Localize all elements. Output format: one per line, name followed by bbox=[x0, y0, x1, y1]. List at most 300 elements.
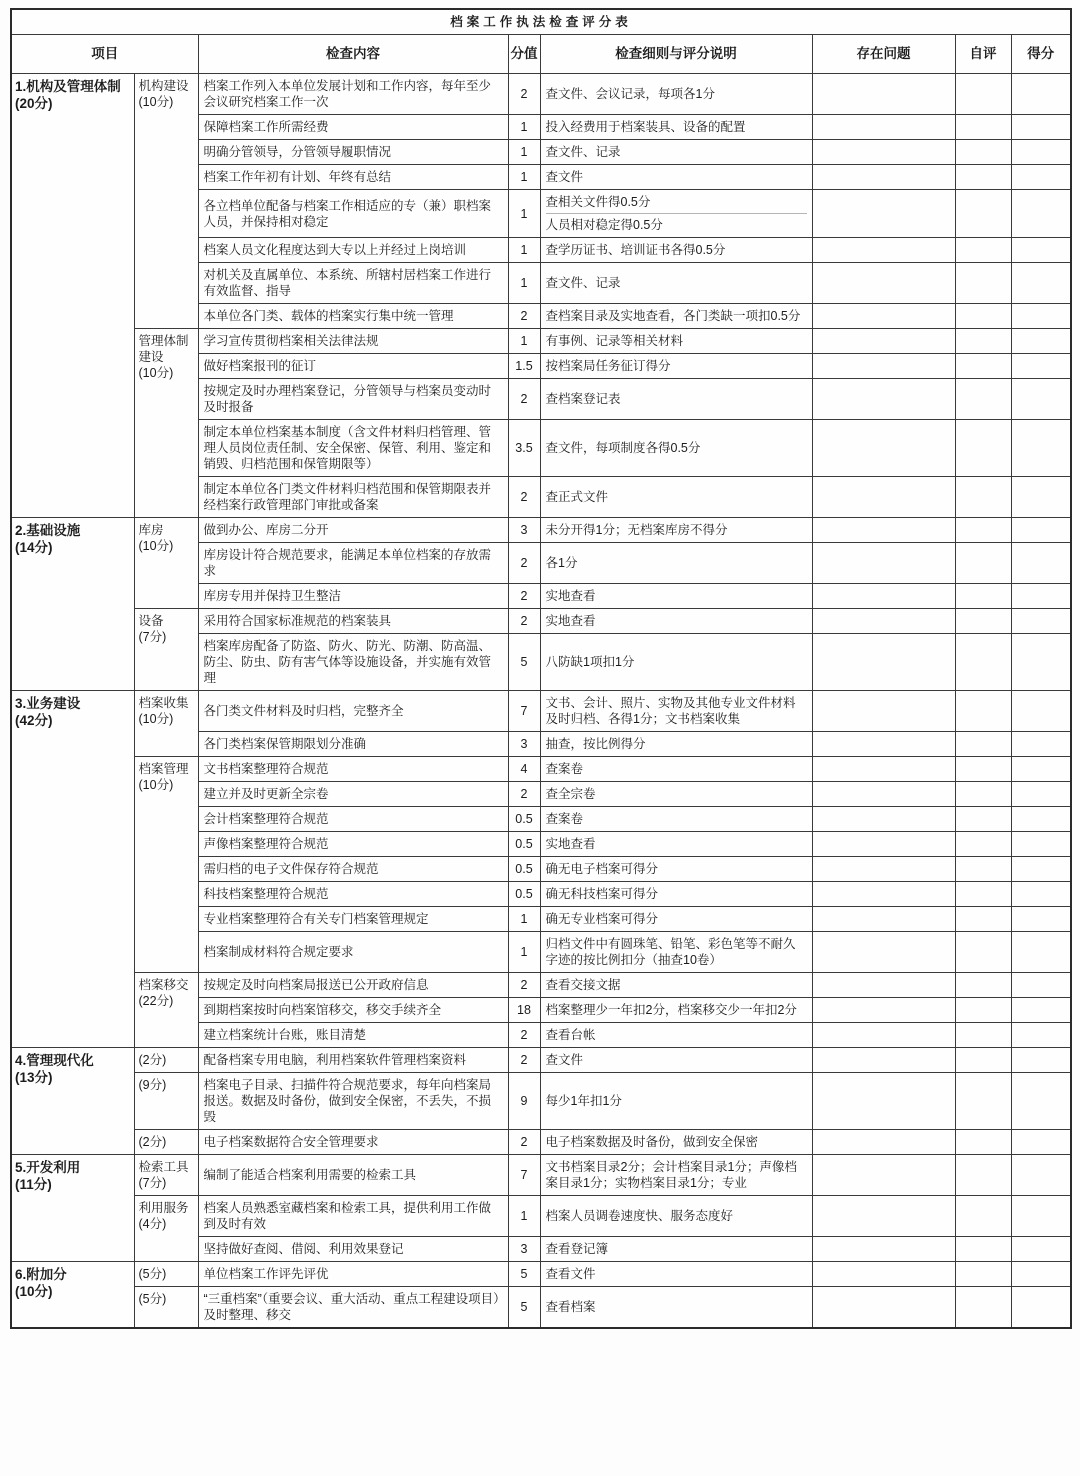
obtained-score-cell bbox=[1011, 584, 1071, 609]
item-score: 7 bbox=[508, 691, 540, 732]
group-label: 机构建设 bbox=[138, 79, 189, 93]
table-row bbox=[11, 609, 1071, 634]
problem-cell bbox=[812, 973, 955, 998]
obtained-score-cell bbox=[1011, 1262, 1071, 1287]
group-cell bbox=[134, 1073, 198, 1130]
problem-cell bbox=[812, 263, 955, 304]
score-table-body bbox=[11, 74, 1071, 1329]
problem-cell bbox=[812, 932, 955, 973]
self-rating-cell bbox=[955, 973, 1011, 998]
item-score: 2 bbox=[508, 1048, 540, 1073]
problem-cell bbox=[812, 882, 955, 907]
item-content: 保障档案工作所需经费 bbox=[198, 115, 508, 140]
item-score: 1 bbox=[508, 263, 540, 304]
item-score: 2 bbox=[508, 973, 540, 998]
col-header-self-rating: 自评 bbox=[955, 35, 1011, 74]
problem-cell bbox=[812, 304, 955, 329]
group-points: (9分) bbox=[138, 1078, 167, 1092]
problem-cell bbox=[812, 1073, 955, 1130]
problem-cell bbox=[812, 165, 955, 190]
col-header-detail: 检查细则与评分说明 bbox=[540, 35, 812, 74]
obtained-score-cell bbox=[1011, 477, 1071, 518]
self-rating-cell bbox=[955, 634, 1011, 691]
item-score: 2 bbox=[508, 782, 540, 807]
item-score: 1 bbox=[508, 140, 540, 165]
section-cell bbox=[11, 74, 134, 518]
section-label: 6.附加分 bbox=[15, 1267, 67, 1282]
item-content: 档案人员熟悉室藏档案和检索工具，提供利用工作做到及时有效 bbox=[198, 1196, 508, 1237]
item-content: 明确分管领导，分管领导履职情况 bbox=[198, 140, 508, 165]
title-row bbox=[11, 9, 1071, 35]
section-cell bbox=[11, 1155, 134, 1262]
table-row bbox=[11, 74, 1071, 115]
item-score: 1 bbox=[508, 190, 540, 238]
item-score: 5 bbox=[508, 1262, 540, 1287]
obtained-score-cell bbox=[1011, 165, 1071, 190]
group-points: (10分) bbox=[138, 712, 174, 726]
item-detail: 查看文件 bbox=[540, 1262, 812, 1287]
item-detail: 未分开得1分；无档案库房不得分 bbox=[540, 518, 812, 543]
self-rating-cell bbox=[955, 998, 1011, 1023]
self-rating-cell bbox=[955, 190, 1011, 238]
group-cell bbox=[134, 691, 198, 757]
col-header-obtained-score: 得分 bbox=[1011, 35, 1071, 74]
item-score: 1 bbox=[508, 115, 540, 140]
obtained-score-cell bbox=[1011, 379, 1071, 420]
table-row bbox=[11, 757, 1071, 782]
item-detail: 查看档案 bbox=[540, 1287, 812, 1329]
group-points: (10分) bbox=[138, 366, 174, 380]
self-rating-cell bbox=[955, 74, 1011, 115]
problem-cell bbox=[812, 477, 955, 518]
item-detail: 文书、会计、照片、实物及其他专业文件材料及时归档、各得1分；文书档案收集 bbox=[540, 691, 812, 732]
obtained-score-cell bbox=[1011, 973, 1071, 998]
obtained-score-cell bbox=[1011, 1196, 1071, 1237]
self-rating-cell bbox=[955, 304, 1011, 329]
problem-cell bbox=[812, 807, 955, 832]
table-row bbox=[11, 1048, 1071, 1073]
obtained-score-cell bbox=[1011, 74, 1071, 115]
obtained-score-cell bbox=[1011, 1287, 1071, 1329]
item-detail: 查文件、记录 bbox=[540, 140, 812, 165]
obtained-score-cell bbox=[1011, 691, 1071, 732]
section-points: (20分) bbox=[15, 96, 53, 111]
self-rating-cell bbox=[955, 543, 1011, 584]
item-detail-line-extra: 人员相对稳定得0.5分 bbox=[545, 218, 663, 232]
item-score: 1 bbox=[508, 329, 540, 354]
table-row bbox=[11, 329, 1071, 354]
problem-cell bbox=[812, 857, 955, 882]
item-content: 会计档案整理符合规范 bbox=[198, 807, 508, 832]
table-row bbox=[11, 1287, 1071, 1329]
item-score: 2 bbox=[508, 1130, 540, 1155]
problem-cell bbox=[812, 190, 955, 238]
item-content: 做好档案报刊的征订 bbox=[198, 354, 508, 379]
self-rating-cell bbox=[955, 1262, 1011, 1287]
table-row bbox=[11, 1130, 1071, 1155]
item-content: 档案工作列入本单位发展计划和工作内容，每年至少会议研究档案工作一次 bbox=[198, 74, 508, 115]
item-detail: 档案人员调卷速度快、服务态度好 bbox=[540, 1196, 812, 1237]
group-cell bbox=[134, 1262, 198, 1287]
item-content: 专业档案整理符合有关专门档案管理规定 bbox=[198, 907, 508, 932]
group-points: (2分) bbox=[138, 1135, 167, 1149]
item-detail: 各1分 bbox=[540, 543, 812, 584]
item-content: 各门类档案保管期限划分准确 bbox=[198, 732, 508, 757]
obtained-score-cell bbox=[1011, 1237, 1071, 1262]
item-detail: 确无科技档案可得分 bbox=[540, 882, 812, 907]
table-row bbox=[11, 1155, 1071, 1196]
item-detail: 每少1年扣1分 bbox=[540, 1073, 812, 1130]
group-cell bbox=[134, 1196, 198, 1262]
self-rating-cell bbox=[955, 420, 1011, 477]
section-label: 1.机构及管理体制 bbox=[15, 79, 121, 94]
group-points: (7分) bbox=[138, 1176, 167, 1190]
self-rating-cell bbox=[955, 477, 1011, 518]
item-content: 采用符合国家标准规范的档案装具 bbox=[198, 609, 508, 634]
problem-cell bbox=[812, 732, 955, 757]
group-cell bbox=[134, 1130, 198, 1155]
self-rating-cell bbox=[955, 1073, 1011, 1130]
item-content: 做到办公、库房二分开 bbox=[198, 518, 508, 543]
section-cell bbox=[11, 1048, 134, 1155]
table-row bbox=[11, 1196, 1071, 1237]
item-content: 库房设计符合规范要求，能满足本单位档案的存放需求 bbox=[198, 543, 508, 584]
item-content: 文书档案整理符合规范 bbox=[198, 757, 508, 782]
self-rating-cell bbox=[955, 1237, 1011, 1262]
group-points: (5分) bbox=[138, 1267, 167, 1281]
item-detail: 实地查看 bbox=[540, 584, 812, 609]
problem-cell bbox=[812, 518, 955, 543]
obtained-score-cell bbox=[1011, 634, 1071, 691]
problem-cell bbox=[812, 420, 955, 477]
obtained-score-cell bbox=[1011, 832, 1071, 857]
group-points: (5分) bbox=[138, 1292, 167, 1306]
group-points: (10分) bbox=[138, 95, 174, 109]
obtained-score-cell bbox=[1011, 329, 1071, 354]
item-score: 2 bbox=[508, 609, 540, 634]
item-content: 制定本单位档案基本制度（含文件材料归档管理、管理人员岗位责任制、安全保密、保管、利用、鉴定和销毁、归档范围和保管期限等） bbox=[198, 420, 508, 477]
obtained-score-cell bbox=[1011, 882, 1071, 907]
section-points: (42分) bbox=[15, 713, 53, 728]
group-cell bbox=[134, 74, 198, 329]
problem-cell bbox=[812, 1287, 955, 1329]
section-label: 2.基础设施 bbox=[15, 523, 81, 538]
group-points: (4分) bbox=[138, 1217, 167, 1231]
item-content: 建立档案统计台账，账目清楚 bbox=[198, 1023, 508, 1048]
self-rating-cell bbox=[955, 782, 1011, 807]
item-content: 学习宣传贯彻档案相关法律法规 bbox=[198, 329, 508, 354]
group-label: 档案收集 bbox=[138, 696, 189, 710]
group-cell bbox=[134, 518, 198, 609]
self-rating-cell bbox=[955, 857, 1011, 882]
item-detail: 有事例、记录等相关材料 bbox=[540, 329, 812, 354]
obtained-score-cell bbox=[1011, 518, 1071, 543]
problem-cell bbox=[812, 1196, 955, 1237]
item-detail: 实地查看 bbox=[540, 832, 812, 857]
item-detail: 文书档案目录2分；会计档案目录1分；声像档案目录1分；实物档案目录1分；专业 bbox=[540, 1155, 812, 1196]
problem-cell bbox=[812, 1023, 955, 1048]
item-detail: 查看台帐 bbox=[540, 1023, 812, 1048]
self-rating-cell bbox=[955, 1023, 1011, 1048]
item-score: 1 bbox=[508, 907, 540, 932]
item-score: 1 bbox=[508, 165, 540, 190]
problem-cell bbox=[812, 238, 955, 263]
group-label: 库房 bbox=[138, 523, 164, 537]
section-label: 4.管理现代化 bbox=[15, 1053, 94, 1068]
self-rating-cell bbox=[955, 932, 1011, 973]
item-detail: 档案整理少一年扣2分，档案移交少一年扣2分 bbox=[540, 998, 812, 1023]
group-cell bbox=[134, 329, 198, 518]
problem-cell bbox=[812, 1155, 955, 1196]
group-label: 检索工具 bbox=[138, 1160, 189, 1174]
obtained-score-cell bbox=[1011, 140, 1071, 165]
obtained-score-cell bbox=[1011, 1130, 1071, 1155]
problem-cell bbox=[812, 379, 955, 420]
item-detail: 查文件 bbox=[540, 165, 812, 190]
item-score: 0.5 bbox=[508, 807, 540, 832]
item-score: 1 bbox=[508, 238, 540, 263]
item-score: 3 bbox=[508, 732, 540, 757]
item-score: 1 bbox=[508, 932, 540, 973]
document-title: 档案工作执法检查评分表 bbox=[11, 9, 1071, 35]
section-points: (14分) bbox=[15, 540, 53, 555]
group-points: (7分) bbox=[138, 630, 167, 644]
obtained-score-cell bbox=[1011, 304, 1071, 329]
item-detail: 查文件，每项制度各得0.5分 bbox=[540, 420, 812, 477]
item-detail: 按档案局任务征订得分 bbox=[540, 354, 812, 379]
group-cell bbox=[134, 1048, 198, 1073]
self-rating-cell bbox=[955, 832, 1011, 857]
problem-cell bbox=[812, 584, 955, 609]
self-rating-cell bbox=[955, 115, 1011, 140]
group-cell bbox=[134, 609, 198, 691]
obtained-score-cell bbox=[1011, 782, 1071, 807]
group-label: 管理体制建设 bbox=[138, 334, 189, 364]
group-cell bbox=[134, 973, 198, 1048]
item-content: 各门类文件材料及时归档，完整齐全 bbox=[198, 691, 508, 732]
item-detail: 查档案目录及实地查看，各门类缺一项扣0.5分 bbox=[540, 304, 812, 329]
section-points: (11分) bbox=[15, 1177, 52, 1192]
table-row bbox=[11, 973, 1071, 998]
group-cell bbox=[134, 1287, 198, 1329]
group-cell bbox=[134, 1155, 198, 1196]
problem-cell bbox=[812, 329, 955, 354]
obtained-score-cell bbox=[1011, 190, 1071, 238]
problem-cell bbox=[812, 832, 955, 857]
obtained-score-cell bbox=[1011, 907, 1071, 932]
item-detail: 确无电子档案可得分 bbox=[540, 857, 812, 882]
item-content: 单位档案工作评先评优 bbox=[198, 1262, 508, 1287]
problem-cell bbox=[812, 782, 955, 807]
item-detail: 查档案登记表 bbox=[540, 379, 812, 420]
item-detail: 查文件 bbox=[540, 1048, 812, 1073]
item-content: 需归档的电子文件保存符合规范 bbox=[198, 857, 508, 882]
group-label: 档案管理 bbox=[138, 762, 189, 776]
problem-cell bbox=[812, 1130, 955, 1155]
item-score: 2 bbox=[508, 543, 540, 584]
item-content: 按规定及时办理档案登记，分管领导与档案员变动时及时报备 bbox=[198, 379, 508, 420]
obtained-score-cell bbox=[1011, 757, 1071, 782]
item-score: 2 bbox=[508, 379, 540, 420]
item-score: 2 bbox=[508, 1023, 540, 1048]
item-score: 2 bbox=[508, 304, 540, 329]
obtained-score-cell bbox=[1011, 857, 1071, 882]
item-score: 0.5 bbox=[508, 832, 540, 857]
item-detail: 查看交接文据 bbox=[540, 973, 812, 998]
item-content: 坚持做好查阅、借阅、利用效果登记 bbox=[198, 1237, 508, 1262]
item-content: 档案工作年初有计划、年终有总结 bbox=[198, 165, 508, 190]
self-rating-cell bbox=[955, 691, 1011, 732]
item-score: 2 bbox=[508, 74, 540, 115]
item-score: 1 bbox=[508, 1196, 540, 1237]
item-content: 电子档案数据符合安全管理要求 bbox=[198, 1130, 508, 1155]
problem-cell bbox=[812, 998, 955, 1023]
group-label: 档案移交 bbox=[138, 978, 189, 992]
group-cell bbox=[134, 757, 198, 973]
item-content: 对机关及直属单位、本系统、所辖村居档案工作进行有效监督、指导 bbox=[198, 263, 508, 304]
obtained-score-cell bbox=[1011, 1048, 1071, 1073]
self-rating-cell bbox=[955, 518, 1011, 543]
item-detail: 查文件、会议记录，每项各1分 bbox=[540, 74, 812, 115]
col-header-content: 检查内容 bbox=[198, 35, 508, 74]
table-row bbox=[11, 1262, 1071, 1287]
item-content: 科技档案整理符合规范 bbox=[198, 882, 508, 907]
item-detail: 查案卷 bbox=[540, 757, 812, 782]
obtained-score-cell bbox=[1011, 263, 1071, 304]
self-rating-cell bbox=[955, 609, 1011, 634]
item-score: 3 bbox=[508, 518, 540, 543]
item-score: 3.5 bbox=[508, 420, 540, 477]
item-content: 配备档案专用电脑，利用档案软件管理档案资料 bbox=[198, 1048, 508, 1073]
item-score: 9 bbox=[508, 1073, 540, 1130]
obtained-score-cell bbox=[1011, 420, 1071, 477]
item-detail: 八防缺1项扣1分 bbox=[540, 634, 812, 691]
obtained-score-cell bbox=[1011, 998, 1071, 1023]
item-detail: 归档文件中有圆珠笔、铅笔、彩色笔等不耐久字迹的按比例扣分（抽查10卷） bbox=[540, 932, 812, 973]
item-detail: 查正式文件 bbox=[540, 477, 812, 518]
obtained-score-cell bbox=[1011, 609, 1071, 634]
problem-cell bbox=[812, 74, 955, 115]
section-cell bbox=[11, 691, 134, 1048]
item-content: 声像档案整理符合规范 bbox=[198, 832, 508, 857]
item-score: 7 bbox=[508, 1155, 540, 1196]
obtained-score-cell bbox=[1011, 1023, 1071, 1048]
self-rating-cell bbox=[955, 1155, 1011, 1196]
group-points: (10分) bbox=[138, 539, 174, 553]
self-rating-cell bbox=[955, 1196, 1011, 1237]
item-score: 1.5 bbox=[508, 354, 540, 379]
item-detail: 实地查看 bbox=[540, 609, 812, 634]
self-rating-cell bbox=[955, 238, 1011, 263]
item-detail: 查文件、记录 bbox=[540, 263, 812, 304]
group-label: 设备 bbox=[138, 614, 164, 628]
section-cell bbox=[11, 1262, 134, 1329]
self-rating-cell bbox=[955, 584, 1011, 609]
self-rating-cell bbox=[955, 1130, 1011, 1155]
item-detail: 电子档案数据及时备份，做到安全保密 bbox=[540, 1130, 812, 1155]
self-rating-cell bbox=[955, 807, 1011, 832]
item-content: 建立并及时更新全宗卷 bbox=[198, 782, 508, 807]
self-rating-cell bbox=[955, 140, 1011, 165]
problem-cell bbox=[812, 907, 955, 932]
self-rating-cell bbox=[955, 732, 1011, 757]
item-detail: 投入经费用于档案装具、设备的配置 bbox=[540, 115, 812, 140]
item-content: 档案电子目录、扫描件符合规范要求，每年向档案局报送。数据及时备份，做到安全保密，不丢失，不损毁 bbox=[198, 1073, 508, 1130]
self-rating-cell bbox=[955, 165, 1011, 190]
self-rating-cell bbox=[955, 379, 1011, 420]
self-rating-cell bbox=[955, 354, 1011, 379]
column-header-row bbox=[11, 35, 1071, 74]
obtained-score-cell bbox=[1011, 543, 1071, 584]
self-rating-cell bbox=[955, 263, 1011, 304]
problem-cell bbox=[812, 1262, 955, 1287]
self-rating-cell bbox=[955, 757, 1011, 782]
item-detail: 查全宗卷 bbox=[540, 782, 812, 807]
item-score: 2 bbox=[508, 477, 540, 518]
obtained-score-cell bbox=[1011, 238, 1071, 263]
table-row bbox=[11, 691, 1071, 732]
table-row bbox=[11, 518, 1071, 543]
section-cell bbox=[11, 518, 134, 691]
item-content: 库房专用并保持卫生整洁 bbox=[198, 584, 508, 609]
problem-cell bbox=[812, 1237, 955, 1262]
col-header-project: 项目 bbox=[11, 35, 198, 74]
score-table bbox=[10, 8, 1072, 1329]
problem-cell bbox=[812, 543, 955, 584]
problem-cell bbox=[812, 757, 955, 782]
group-points: (10分) bbox=[138, 778, 174, 792]
item-content: 到期档案按时向档案馆移交，移交手续齐全 bbox=[198, 998, 508, 1023]
problem-cell bbox=[812, 691, 955, 732]
item-detail bbox=[540, 190, 812, 238]
item-detail: 查看登记簿 bbox=[540, 1237, 812, 1262]
item-detail: 查案卷 bbox=[540, 807, 812, 832]
item-score: 0.5 bbox=[508, 857, 540, 882]
obtained-score-cell bbox=[1011, 1073, 1071, 1130]
item-score: 5 bbox=[508, 1287, 540, 1329]
self-rating-cell bbox=[955, 1287, 1011, 1329]
item-score: 5 bbox=[508, 634, 540, 691]
obtained-score-cell bbox=[1011, 932, 1071, 973]
item-content: 档案库房配备了防盗、防火、防光、防潮、防高温、防尘、防虫、防有害气体等设施设备，并实施有效管理 bbox=[198, 634, 508, 691]
section-points: (13分) bbox=[15, 1070, 53, 1085]
group-points: (2分) bbox=[138, 1053, 167, 1067]
item-score: 4 bbox=[508, 757, 540, 782]
table-row bbox=[11, 1073, 1071, 1130]
obtained-score-cell bbox=[1011, 1155, 1071, 1196]
group-points: (22分) bbox=[138, 994, 174, 1008]
section-label: 5.开发利用 bbox=[15, 1160, 81, 1175]
item-score: 18 bbox=[508, 998, 540, 1023]
problem-cell bbox=[812, 354, 955, 379]
item-content: 档案人员文化程度达到大专以上并经过上岗培训 bbox=[198, 238, 508, 263]
group-label: 利用服务 bbox=[138, 1201, 189, 1215]
obtained-score-cell bbox=[1011, 354, 1071, 379]
item-score: 0.5 bbox=[508, 882, 540, 907]
obtained-score-cell bbox=[1011, 732, 1071, 757]
item-detail: 查学历证书、培训证书各得0.5分 bbox=[540, 238, 812, 263]
self-rating-cell bbox=[955, 329, 1011, 354]
problem-cell bbox=[812, 115, 955, 140]
item-content: 档案制成材料符合规定要求 bbox=[198, 932, 508, 973]
item-content: 本单位各门类、载体的档案实行集中统一管理 bbox=[198, 304, 508, 329]
problem-cell bbox=[812, 1048, 955, 1073]
item-content: 编制了能适合档案利用需要的检索工具 bbox=[198, 1155, 508, 1196]
problem-cell bbox=[812, 140, 955, 165]
obtained-score-cell bbox=[1011, 807, 1071, 832]
item-detail: 确无专业档案可得分 bbox=[540, 907, 812, 932]
problem-cell bbox=[812, 609, 955, 634]
